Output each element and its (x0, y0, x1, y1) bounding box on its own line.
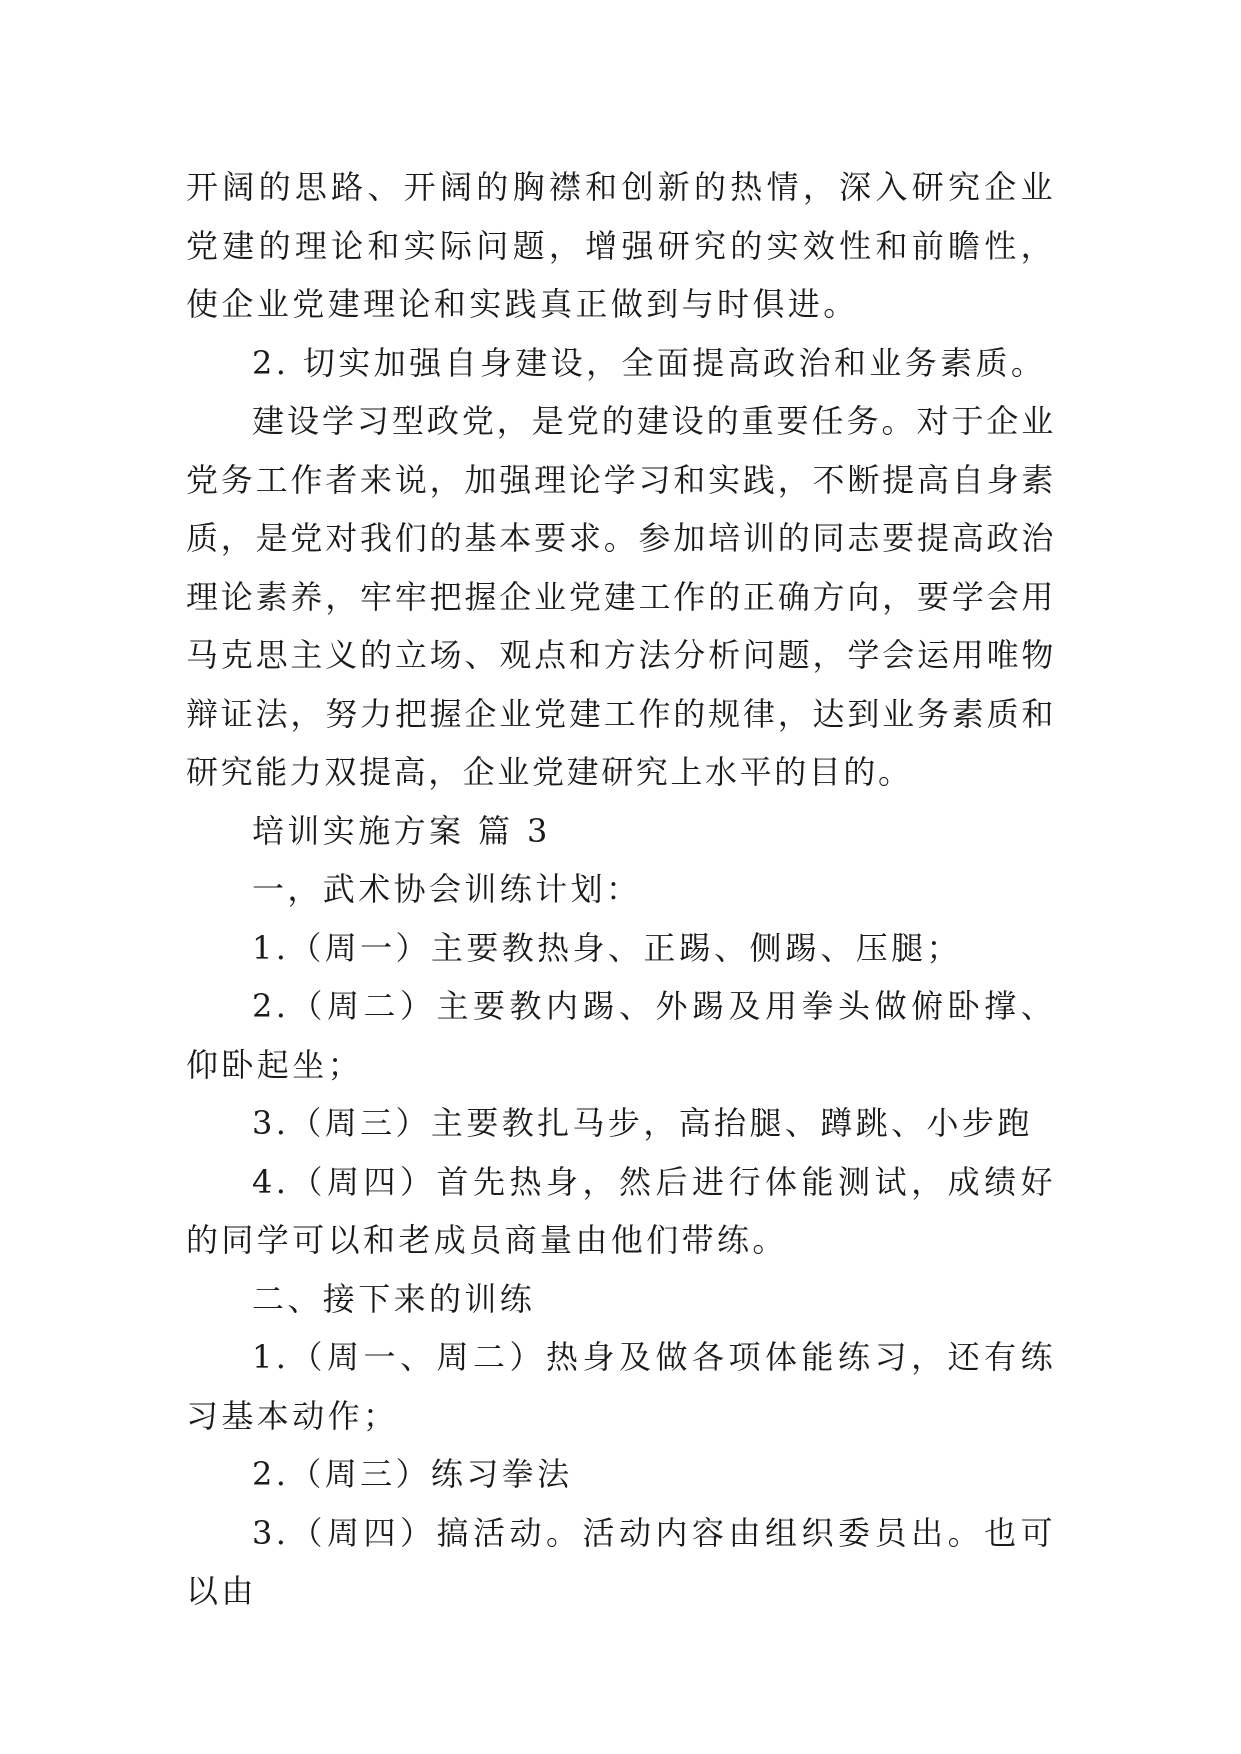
section-heading: 培训实施方案 篇 3 (252, 811, 551, 850)
list-item: 3.（周三）主要教扎马步，高抬腿、蹲跳、小步跑 (252, 1104, 1033, 1142)
list-item: 2.（周二）主要教内踢、外踢及用拳头做俯卧撑、仰卧起坐； (186, 987, 1056, 1084)
section-heading: 二、接下来的训练 (252, 1279, 536, 1318)
list-item: 1.（周一、周二）热身及做各项体能练习，还有练习基本动作； (186, 1338, 1056, 1435)
document-body (186, 158, 1056, 1621)
list-item: 3.（周四）搞活动。活动内容由组织委员出。也可以由 (186, 1513, 1056, 1610)
list-item: 2.（周三）练习拳法 (252, 1455, 573, 1493)
paragraph: 开阔的思路、开阔的胸襟和创新的热情，深入研究企业党建的理论和实际问题，增强研究的实效性和前瞻性，使企业党建理论和实践真正做到与时俱进。 (186, 168, 1056, 323)
paragraph: 2. 切实加强自身建设，全面提高政治和业务素质。 (252, 343, 1047, 382)
section-heading: 一，武术协会训练计划： (252, 870, 642, 908)
paragraph: 建设学习型政党，是党的建设的重要任务。对于企业党务工作者来说，加强理论学习和实践，不断提高自身素质，是党对我们的基本要求。参加培训的同志要提高政治理论素养，牢牢把握企业党建工作的正确方向，要学会用马克思主义的立场、观点和方法分析问题，学会运用唯物辩证法，努力把握企业党建工作的规律，达到业务素质和研究能力双提高，企业党建研究上水平的目的。 (186, 402, 1056, 791)
list-item: 4.（周四）首先热身，然后进行体能测试，成绩好的同学可以和老成员商量由他们带练。 (186, 1162, 1056, 1259)
list-item: 1.（周一）主要教热身、正踢、侧踢、压腿； (252, 928, 962, 967)
